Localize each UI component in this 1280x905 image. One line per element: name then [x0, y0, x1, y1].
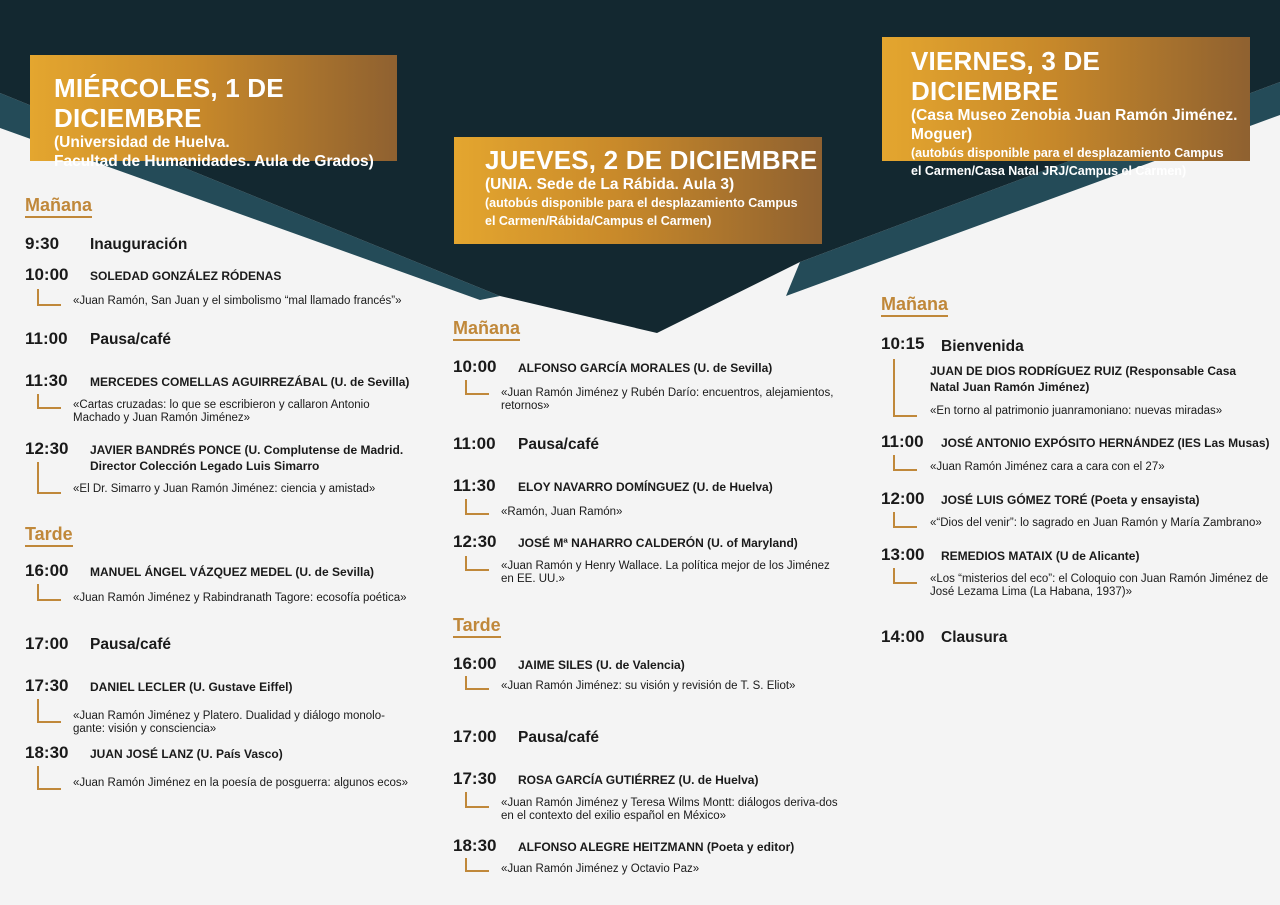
entry-time: 17:00	[25, 634, 69, 653]
venue-line: (Casa Museo Zenobia Juan Ramón Jiménez.	[911, 107, 1238, 124]
entry-speaker: ROSA GARCÍA GUTIÉRREZ (U. de Huelva)	[518, 773, 759, 787]
bracket-mark	[465, 792, 489, 808]
entry-talk: «En torno al patrimonio juanramoniano: nuevas miradas»	[930, 405, 1223, 417]
entry-speaker: SOLEDAD GONZÁLEZ RÓDENAS	[90, 269, 282, 283]
entry-talk: «Juan Ramón y Henry Wallace. La política mejor de los Jiménez en EE. UU.»	[501, 560, 830, 585]
entry-title: Clausura	[941, 629, 1008, 646]
entry-title: Bienvenida	[941, 338, 1024, 355]
entry-speaker: JOSÉ LUIS GÓMEZ TORÉ (Poeta y ensayista)	[941, 493, 1200, 507]
entry-time: 12:30	[25, 439, 69, 458]
entry-talk: «Juan Ramón Jiménez y Octavio Paz»	[501, 863, 700, 875]
venue-line: (UNIA. Sede de La Rábida. Aula 3)	[485, 176, 735, 193]
entry-time: 10:00	[25, 265, 69, 284]
entry-talk: «Juan Ramón, San Juan y el simbolismo “mal llamado francés”»	[73, 295, 402, 307]
bracket-mark	[893, 359, 917, 417]
section-label-afternoon: Tarde	[25, 523, 73, 547]
header-thursday	[454, 137, 822, 244]
entry-speaker: MERCEDES COMELLAS AGUIRREZÁBAL (U. de Sevilla)	[90, 375, 410, 389]
entry-speaker: REMEDIOS MATAIX (U de Alicante)	[941, 549, 1140, 563]
entry-speaker: JAIME SILES (U. de Valencia)	[518, 658, 685, 672]
entry-talk: «Ramón, Juan Ramón»	[501, 506, 623, 518]
bracket-mark	[465, 676, 489, 690]
entry-time: 11:00	[453, 434, 496, 453]
section-label-morning: Mañana	[881, 293, 948, 317]
bracket-mark	[893, 455, 917, 471]
bracket-mark	[37, 289, 61, 306]
bracket-mark	[893, 568, 917, 584]
entry-talk: «Juan Ramón Jiménez y Platero. Dualidad y diálogo monolo-gante: visión y consciencia»	[73, 710, 385, 735]
entry-talk: «Juan Ramón Jiménez en la poesía de posguerra: algunos ecos»	[73, 777, 408, 789]
venue-line: Moguer)	[911, 126, 973, 143]
entry-time: 10:00	[453, 357, 497, 376]
entry-speaker: MANUEL ÁNGEL VÁZQUEZ MEDEL (U. de Sevilla)	[90, 565, 375, 579]
bracket-mark	[37, 462, 61, 494]
entry-time: 11:00	[25, 329, 68, 348]
entry-talk: «Juan Ramón Jiménez y Teresa Wilms Montt: diálogos deriva-dos en el contexto del exilio español en México»	[501, 797, 838, 822]
entry-speaker: JUAN DE DIOS RODRÍGUEZ RUIZ (Responsable Casa Natal Juan Ramón Jiménez)	[930, 364, 1237, 394]
entry-speaker: ALFONSO ALEGRE HEITZMANN (Poeta y editor)	[518, 840, 795, 854]
entry-time: 12:00	[881, 489, 925, 508]
entry-time: 17:30	[453, 769, 497, 788]
bracket-mark	[465, 556, 489, 571]
entry-talk: «Juan Ramón Jiménez y Rabindranath Tagore: ecosofía poética»	[73, 592, 407, 604]
entry-talk: «Juan Ramón Jiménez y Rubén Darío: encuentros, alejamientos, retornos»	[501, 387, 834, 412]
entry-speaker: ELOY NAVARRO DOMÍNGUEZ (U. de Huelva)	[518, 480, 773, 494]
entry-time: 11:00	[881, 432, 924, 451]
section-label-morning: Mañana	[25, 194, 92, 218]
entry-time: 12:30	[453, 532, 497, 551]
header-friday	[882, 37, 1250, 178]
entry-time: 18:30	[453, 836, 497, 855]
entry-time: 16:00	[453, 654, 497, 673]
entry-title: Inauguración	[90, 236, 188, 253]
entry-time: 11:30	[453, 476, 496, 495]
entry-title: Pausa/café	[518, 729, 599, 746]
entry-time: 11:30	[25, 371, 68, 390]
bracket-mark	[465, 499, 489, 515]
bracket-mark	[893, 512, 917, 528]
entry-time: 17:00	[453, 727, 497, 746]
venue-line: (Universidad de Huelva.	[54, 134, 230, 151]
venue-line: Facultad de Humanidades. Aula de Grados)	[54, 153, 374, 170]
bracket-mark	[37, 699, 61, 723]
entry-time: 10:15	[881, 334, 925, 353]
entry-talk: «“Dios del venir”: lo sagrado en Juan Ramón y María Zambrano»	[930, 517, 1262, 529]
bus-line: (autobús disponible para el desplazamiento Campus	[485, 196, 798, 210]
entry-time: 17:30	[25, 676, 69, 695]
entry-talk: «Juan Ramón Jiménez: su visión y revisión de T. S. Eliot»	[501, 680, 796, 692]
day-title: MIÉRCOLES, 1 DE DICIEMBRE	[54, 73, 284, 133]
entry-speaker: JOSÉ ANTONIO EXPÓSITO HERNÁNDEZ (IES Las Musas)	[941, 436, 1270, 450]
bus-line: (autobús disponible para el desplazamiento Campus	[911, 146, 1224, 160]
bracket-mark	[37, 584, 61, 601]
entry-talk: «Los “misterios del eco”: el Coloquio con Juan Ramón Jiménez de José Lezama Lima (La Habana, 1937)»	[930, 573, 1269, 598]
entry-time: 14:00	[881, 627, 925, 646]
section-label-morning: Mañana	[453, 317, 520, 341]
entry-speaker: JOSÉ Mª NAHARRO CALDERÓN (U. of Maryland)	[518, 536, 798, 550]
entry-time: 16:00	[25, 561, 69, 580]
bus-line: el Carmen/Casa Natal JRJ/Campus el Carmen)	[911, 164, 1187, 178]
bracket-mark	[465, 858, 489, 872]
day-title: JUEVES, 2 DE DICIEMBRE	[485, 145, 818, 175]
entry-speaker: JAVIER BANDRÉS PONCE (U. Complutense de Madrid. Director Colección Legado Luis Simarro	[90, 443, 404, 473]
entry-speaker: ALFONSO GARCÍA MORALES (U. de Sevilla)	[518, 361, 773, 375]
bracket-mark	[465, 380, 489, 395]
entry-speaker: JUAN JOSÉ LANZ (U. País Vasco)	[90, 747, 283, 761]
entry-title: Pausa/café	[90, 331, 171, 348]
entry-talk: «Cartas cruzadas: lo que se escribieron y callaron Antonio Machado y Juan Ramón Jiménez»	[73, 399, 370, 424]
bracket-mark	[37, 766, 61, 790]
entry-time: 9:30	[25, 234, 60, 253]
entry-time: 13:00	[881, 545, 925, 564]
entry-speaker: DANIEL LECLER (U. Gustave Eiffel)	[90, 680, 293, 694]
header-wednesday	[30, 55, 397, 170]
entry-title: Pausa/café	[518, 436, 599, 453]
bracket-mark	[37, 394, 61, 409]
section-label-afternoon: Tarde	[453, 614, 501, 638]
entry-title: Pausa/café	[90, 636, 171, 653]
day-title: VIERNES, 3 DE DICIEMBRE	[911, 46, 1100, 106]
bus-line: el Carmen/Rábida/Campus el Carmen)	[485, 214, 712, 228]
entry-time: 18:30	[25, 743, 69, 762]
entry-talk: «El Dr. Simarro y Juan Ramón Jiménez: ciencia y amistad»	[73, 483, 376, 495]
entry-talk: «Juan Ramón Jiménez cara a cara con el 27»	[930, 461, 1165, 473]
